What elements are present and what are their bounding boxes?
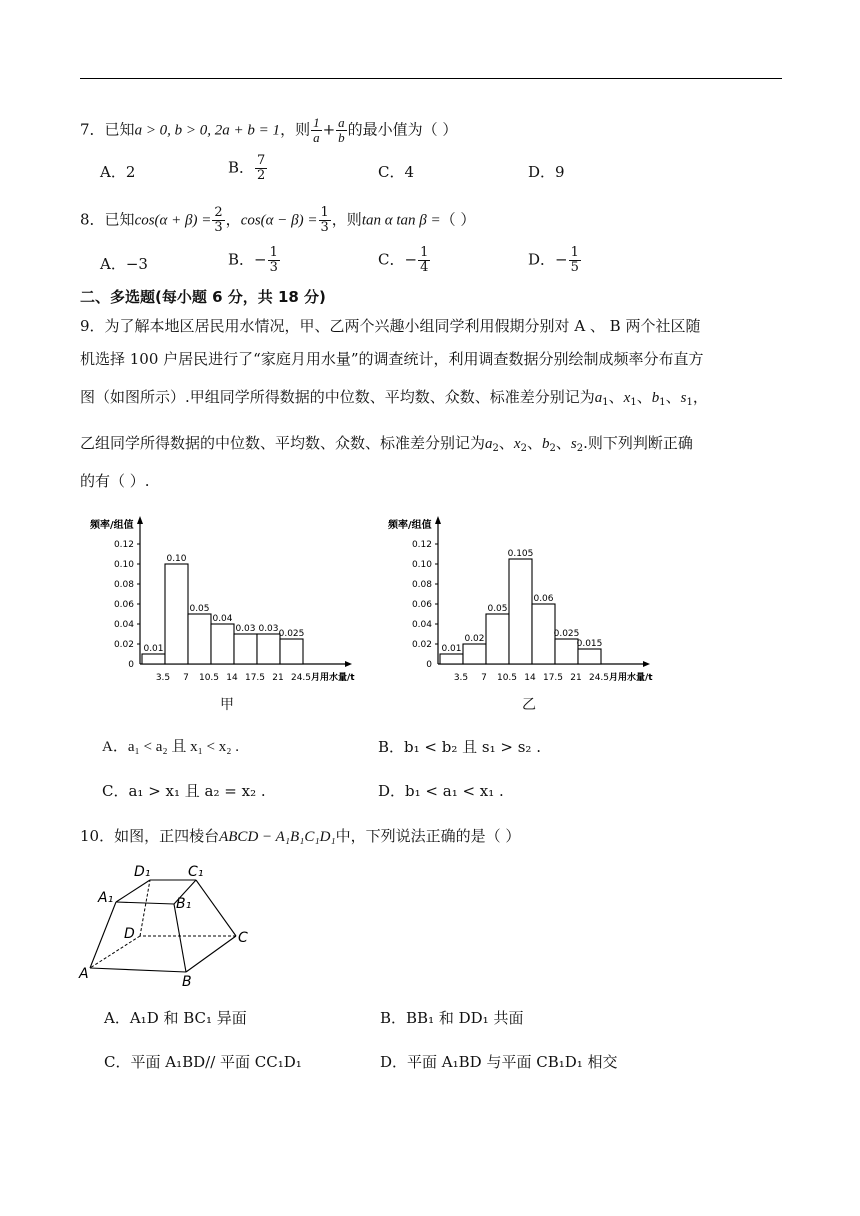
label-a: A (79, 966, 89, 982)
q9-option-a-text: a₁ < a₂ 且 x₁ < x₂ . (127, 739, 239, 755)
bar-label: 0.015 (576, 639, 603, 649)
q9-line-3: 图（如图所示）.甲组同学所得数据的中位数、平均数、众数、标准差分别记为$a_1$、$x_1$、$b_1$、$s_1$， (80, 388, 708, 408)
q9-var-x1: x (623, 390, 631, 406)
q8-option-d-label: D． (528, 250, 556, 269)
q8-option-b-label: B． (228, 250, 255, 269)
q8-suffix: （ ） (440, 210, 476, 229)
y-tick-label: 0.02 (411, 640, 432, 650)
q7-option-b-num: 7 (257, 153, 266, 168)
y-tick-label: 0.12 (113, 540, 134, 550)
q9-sep: 、 (636, 388, 652, 406)
q9-line-2: 机选择 100 户居民进行了“家庭月用水量”的调查统计，利用调查数据分别绘制成频率分布直方 (80, 350, 704, 368)
q7-option-c-value: 4 (404, 163, 415, 181)
bar-label: 0.10 (166, 554, 187, 564)
q7-frac2-num: a (338, 115, 345, 130)
q8-option-d-sign: − (555, 250, 568, 269)
q7-option-a-value: 2 (125, 163, 136, 181)
q9-option-b[interactable] (378, 737, 541, 757)
y-tick-label: 0.10 (411, 560, 432, 570)
q8-frac1-num: 2 (214, 205, 223, 220)
q9-option-b-text: b₁ < b₂ 且 s₁ > s₂ . (404, 738, 541, 756)
q9-var-b2: b (541, 436, 550, 452)
q9-sep: 、 (608, 388, 624, 406)
histogram-yi (378, 512, 678, 692)
q9-sub-s2: 2 (576, 443, 584, 454)
q7-option-c-label: C． (378, 163, 405, 181)
q8-mid: ，则 (331, 210, 362, 229)
q8-prefix: 已知 (104, 210, 135, 229)
q7-number: 7． (80, 120, 105, 139)
bar (555, 639, 578, 664)
bar (211, 624, 234, 664)
q8-frac1 (212, 206, 224, 235)
q8-option-a[interactable] (100, 254, 148, 274)
y-tick-label: 0.12 (411, 540, 432, 550)
x-tick-label: 21 (272, 673, 284, 683)
bar (234, 634, 257, 664)
bar (257, 634, 280, 664)
q9-option-d[interactable] (378, 781, 504, 801)
q8-option-a-value: −3 (125, 255, 148, 273)
question-7 (80, 116, 457, 145)
q8-option-d-frac (569, 246, 581, 275)
q8-frac1-den: 3 (214, 220, 223, 235)
bar (440, 654, 463, 664)
q9-sep: 、 (498, 434, 514, 452)
q9-option-a-label: A． (102, 739, 128, 755)
q8-frac2 (319, 206, 331, 235)
x-axis-label: 月用水量/t (311, 673, 355, 683)
q9-line-4-suffix: .则下列判断正确 (583, 434, 693, 452)
question-10 (80, 826, 520, 847)
q9-var-x2: x (513, 436, 521, 452)
q8-number: 8． (80, 210, 105, 229)
y-axis-label: 频率/组值 (90, 520, 134, 531)
edge-aa1 (90, 902, 116, 968)
y-tick-label: 0.06 (113, 600, 134, 610)
y-tick-label: 0 (426, 660, 432, 670)
q7-frac1-den: a (313, 130, 320, 145)
x-tick-label: 24.5 (588, 673, 610, 683)
q9-var-s2: s (570, 436, 577, 452)
q9-sep: 、 (555, 434, 571, 452)
y-tick-label: 0.02 (113, 640, 134, 650)
q7-option-b-frac (255, 154, 267, 183)
edge-cc1 (196, 880, 236, 936)
bar (165, 564, 188, 664)
y-tick-label: 0.04 (411, 620, 432, 630)
q7-frac2-den: b (338, 130, 345, 145)
q9-var-a1: a (594, 390, 603, 406)
q10-suffix: 中，下列说法正确的是（ ） (335, 827, 521, 845)
edge-ab (90, 968, 186, 972)
q7-condition: a > 0, b > 0, 2a + b = 1 (134, 122, 281, 139)
label-d1: D₁ (134, 864, 151, 880)
q9-sep: 、 (526, 434, 542, 452)
header-rule (80, 78, 782, 79)
bar-label: 0.03 (258, 624, 279, 634)
chart-caption-yi: 乙 (522, 697, 536, 713)
bar (509, 559, 532, 664)
q7-option-a-label: A． (100, 163, 126, 181)
q9-option-c-text: a₁ > x₁ 且 a₂ = x₂ . (128, 782, 266, 800)
x-tick-label: 24.5 (290, 673, 312, 683)
q7-frac1-num: 1 (313, 115, 320, 130)
q8-option-b-den: 3 (269, 260, 278, 275)
q8-option-d-den: 5 (570, 260, 579, 275)
q7-mid: ，则 (280, 120, 311, 139)
q10-option-d-text: 平面 A₁BD 与平面 CB₁D₁ 相交 (407, 1053, 618, 1071)
q7-option-c[interactable] (378, 162, 414, 182)
x-tick-label: 14 (524, 673, 536, 683)
bar-label: 0.02 (464, 634, 485, 644)
q7-option-b-label: B． (228, 158, 255, 177)
x-axis-label: 月用水量/t (609, 673, 653, 683)
question-8 (80, 206, 475, 235)
q8-option-b-sign: − (254, 250, 267, 269)
q10-solid: ABCD − A₁B₁C₁D₁ (219, 829, 336, 845)
y-tick-label: 0.10 (113, 560, 134, 570)
x-tick-label: 17.5 (244, 673, 266, 683)
q9-line-4-prefix: 乙组同学所得数据的中位数、平均数、众数、标准差分别记为 (80, 434, 486, 452)
bar (463, 644, 486, 664)
x-axis-arrow (345, 661, 352, 667)
label-b: B (182, 974, 192, 990)
q10-option-b-text: BB₁ 和 DD₁ 共面 (406, 1009, 524, 1027)
q8-option-c[interactable] (378, 246, 431, 275)
q8-expr3: tan α tan β = (361, 212, 441, 229)
y-tick-label: 0.06 (411, 600, 432, 610)
q10-option-b-label: B． (380, 1009, 407, 1027)
q10-option-d[interactable] (380, 1052, 618, 1072)
q10-number: 10． (80, 827, 115, 845)
histogram-jia (80, 512, 360, 692)
q7-frac2 (336, 116, 347, 145)
q7-suffix: 的最小值为（ ） (347, 120, 458, 139)
q10-option-a[interactable] (104, 1008, 247, 1028)
chart-caption-jia: 甲 (220, 697, 234, 713)
q9-sub-s1: 1 (686, 397, 693, 408)
q9-line-3-prefix: 图（如图所示）.甲组同学所得数据的中位数、平均数、众数、标准差分别记为 (80, 388, 595, 406)
q8-option-c-label: C． (378, 250, 405, 269)
q8-option-c-num: 1 (420, 245, 429, 260)
q10-option-b[interactable] (380, 1008, 523, 1028)
x-tick-label: 10.5 (198, 673, 220, 683)
x-tick-label: 21 (570, 673, 582, 683)
y-tick-label: 0.08 (113, 580, 134, 590)
label-a1: A₁ (98, 890, 114, 906)
q9-option-c-label: C． (102, 782, 129, 800)
bar (142, 654, 165, 664)
bar (486, 614, 509, 664)
q10-option-c-label: C． (104, 1053, 131, 1071)
bar-label: 0.01 (143, 644, 164, 654)
x-tick-label: 3.5 (453, 673, 469, 683)
edge-dd1 (140, 880, 150, 936)
bar (280, 639, 303, 664)
x-axis-arrow (643, 661, 650, 667)
x-tick-label: 7 (481, 673, 487, 683)
q7-plus: + (322, 120, 336, 139)
bar-label: 0.03 (235, 624, 256, 634)
q8-option-c-den: 4 (420, 260, 429, 275)
x-tick-label: 10.5 (496, 673, 518, 683)
q9-var-a2: a (485, 436, 493, 452)
q10-option-c-text: 平面 A₁BD// 平面 CC₁D₁ (130, 1053, 302, 1071)
q9-line-4 (80, 433, 693, 459)
q8-frac2-num: 1 (320, 205, 329, 220)
y-tick-label: 0.08 (411, 580, 432, 590)
q9-sep: 、 (665, 388, 681, 406)
q9-var-s1: s (680, 390, 687, 406)
frustum-diagram (76, 860, 266, 992)
q8-expr2: cos(α − β) = (240, 212, 318, 229)
q9-option-d-label: D． (378, 782, 406, 800)
q9-var-b1: b (651, 390, 660, 406)
q9-sub-a1: 1 (602, 397, 609, 408)
q10-option-a-label: A． (104, 1009, 130, 1027)
q8-option-c-sign: − (404, 250, 418, 269)
q8-option-a-label: A． (100, 255, 126, 273)
y-tick-label: 0.04 (113, 620, 134, 630)
q9-sub-b1: 1 (659, 397, 666, 408)
q10-option-c[interactable] (104, 1052, 302, 1072)
edge-d1a1 (116, 880, 150, 902)
x-tick-label: 7 (183, 673, 189, 683)
bar (578, 649, 601, 664)
q8-expr1: cos(α + β) = (134, 212, 212, 229)
bar-label: 0.05 (189, 604, 210, 614)
q8-option-d[interactable] (528, 246, 582, 275)
q10-prefix: 如图，正四棱台 (114, 827, 220, 845)
bar (532, 604, 555, 664)
q7-option-d-value: 9 (555, 163, 565, 181)
bar-label: 0.025 (278, 629, 305, 639)
bar (188, 614, 211, 664)
q7-option-b-den: 2 (257, 168, 266, 183)
x-tick-label: 3.5 (155, 673, 171, 683)
q9-sub-x2: 2 (520, 443, 527, 454)
q7-option-a[interactable] (100, 162, 135, 182)
q9-sub-a2: 2 (492, 443, 499, 454)
q7-option-b[interactable] (228, 154, 268, 183)
label-b1: B₁ (176, 896, 192, 912)
edge-bc (186, 936, 236, 972)
label-c1: C₁ (188, 864, 204, 880)
q8-option-d-num: 1 (570, 245, 579, 260)
bar-label: 0.01 (441, 644, 462, 654)
q8-option-c-frac (418, 246, 430, 275)
q9-option-b-label: B． (378, 738, 405, 756)
q9-option-c[interactable] (102, 781, 266, 801)
q10-option-a-text: A₁D 和 BC₁ 异面 (129, 1009, 247, 1027)
y-tick-label: 0 (128, 660, 134, 670)
label-d: D (124, 926, 135, 942)
q9-option-d-text: b₁ < a₁ < x₁ . (405, 782, 504, 800)
edge-bb1 (174, 904, 186, 972)
q9-option-a[interactable] (102, 737, 239, 757)
label-c: C (238, 930, 248, 946)
bar-label: 0.105 (507, 549, 534, 559)
q7-frac1 (311, 116, 322, 145)
q10-option-d-label: D． (380, 1053, 408, 1071)
q9-line-1: 9．为了解本地区居民用水情况，甲、乙两个兴趣小组同学利用假期分别对 A 、 B 两个社区随 (80, 317, 701, 335)
q9-line-5: 的有（ ）. (80, 472, 150, 490)
q9-sub-b2: 2 (549, 443, 556, 454)
y-axis-label: 频率/组值 (388, 520, 432, 531)
q7-option-d-label: D． (528, 163, 556, 181)
q8-option-b[interactable] (228, 246, 281, 275)
edge-a1b1 (116, 902, 174, 904)
bar-label: 0.05 (487, 604, 508, 614)
q8-comma: ， (225, 210, 241, 229)
section-2-title: 二、多选题(每小题 6 分，共 18 分) (80, 288, 326, 306)
x-tick-label: 17.5 (542, 673, 564, 683)
q7-prefix: 已知 (104, 120, 135, 139)
bar-label: 0.025 (553, 629, 580, 639)
q9-sub-x1: 1 (630, 397, 637, 408)
q8-option-b-frac (268, 246, 280, 275)
q8-frac2-den: 3 (320, 220, 329, 235)
x-tick-label: 14 (226, 673, 238, 683)
q7-option-d[interactable] (528, 162, 565, 182)
y-axis-arrow (137, 516, 143, 524)
q8-option-b-num: 1 (269, 245, 278, 260)
y-axis-arrow (435, 516, 441, 524)
bar-label: 0.04 (212, 614, 233, 624)
bar-label: 0.06 (533, 594, 554, 604)
